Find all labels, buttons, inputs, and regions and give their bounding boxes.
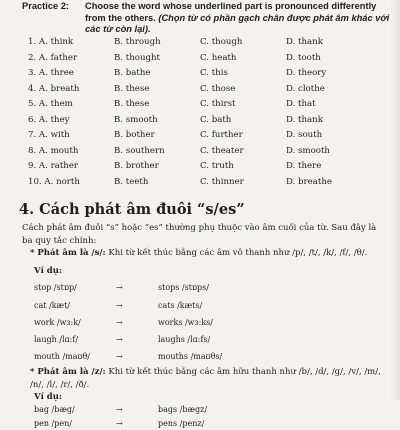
option-b: B. smooth (114, 114, 158, 125)
question-row (0, 35, 400, 50)
option-c: C. theater (200, 145, 244, 156)
example-label: Ví dụ: (34, 266, 63, 276)
question-row (0, 97, 400, 112)
example-plural: mouths /maʊθs/ (158, 352, 223, 361)
example-base: mouth /maʊθ/ (34, 352, 90, 361)
option-d: D. breathe (286, 176, 332, 187)
example-plural: stops /stɒps/ (158, 283, 209, 292)
example-base: cat /kæt/ (34, 301, 70, 310)
option-a: 4. A. breath (28, 83, 80, 94)
option-d: D. smooth (286, 145, 330, 156)
example-plural: pens /penz/ (158, 419, 205, 428)
example-row (34, 404, 334, 416)
arrow-icon: → (116, 283, 123, 292)
rule-s (30, 247, 388, 260)
option-c: C. though (200, 37, 243, 47)
option-d: D. tooth (286, 52, 321, 63)
section-intro: Cách phát âm đuôi “s” hoặc “es” thường phụ thuộc vào âm cuối của từ. Sau đây là ba quy tắc chính: (22, 223, 377, 246)
option-d: D. thank (286, 37, 323, 47)
scan-shadow (390, 0, 400, 400)
option-a: 2. A. father (28, 52, 78, 63)
example-plural: works /wɜ:ks/ (158, 318, 213, 327)
option-a: 9. A. rather (28, 161, 79, 171)
option-a: 1. A. think (28, 37, 74, 47)
rule-s-text: Khi từ kết thúc bằng các âm vô thanh như /p/, /t/, /k/, /f/, /θ/. (105, 248, 368, 258)
arrow-icon: → (116, 335, 123, 344)
option-a: 6. A. they (28, 114, 70, 125)
section-title: 4. Cách phát âm đuôi “s/es” (19, 201, 245, 218)
example-base: laugh /lɑ:f/ (34, 335, 79, 344)
option-c: C. heath (200, 52, 237, 63)
arrow-icon: → (116, 301, 123, 310)
example-row (34, 418, 334, 430)
practice-instruction (85, 1, 390, 36)
example-row (34, 334, 334, 346)
example-label: Ví dụ: (34, 392, 63, 402)
question-row (0, 144, 400, 159)
option-c: C. further (200, 130, 243, 140)
arrow-icon: → (116, 419, 123, 428)
option-a: 3. A. three (28, 68, 74, 78)
option-b: B. southern (114, 145, 165, 156)
arrow-icon: → (116, 352, 123, 361)
option-d: D. there (286, 161, 322, 171)
option-a: 7. A. with (28, 130, 70, 140)
option-b: B. thought (114, 52, 160, 63)
option-d: D. theory (286, 68, 327, 78)
arrow-icon: → (116, 405, 123, 414)
question-row (0, 51, 400, 66)
option-d: D. thank (286, 114, 323, 125)
instruction-vietnamese: (Chọn từ có phần gạch chân được phát âm khác với các từ còn lại). (85, 12, 390, 34)
example-plural: bags /bægz/ (158, 405, 208, 414)
question-row (0, 159, 400, 174)
option-c: C. thirst (200, 99, 236, 109)
practice-label: Practice 2: (22, 1, 70, 11)
option-b: B. bathe (114, 68, 151, 78)
option-b: B. through (114, 37, 161, 47)
option-c: C. truth (200, 161, 234, 171)
example-base: pen /pen/ (34, 419, 72, 428)
example-row (34, 317, 334, 329)
question-row (0, 113, 400, 128)
rule-z (30, 366, 388, 391)
question-row (0, 66, 400, 81)
option-c: C. bath (200, 114, 232, 125)
option-c: C. those (200, 83, 236, 94)
rule-z-text: Khi từ kết thúc bằng các âm hữu thanh như /b/, /d/, /g/, /v/, /m/, /n/, /l/, /r/, /ð/. (30, 367, 381, 390)
option-a: 5. A. them (28, 99, 73, 109)
option-a: 8. A. mouth (28, 145, 79, 156)
option-a: 10. A. north (28, 176, 80, 187)
example-base: bag /bæg/ (34, 405, 75, 414)
question-row (0, 82, 400, 97)
question-row (0, 128, 400, 143)
option-d: D. that (286, 99, 316, 109)
option-c: C. this (200, 68, 228, 78)
option-b: B. bother (114, 130, 155, 140)
example-row (34, 300, 334, 312)
question-row (0, 175, 400, 190)
option-d: D. south (286, 130, 323, 140)
arrow-icon: → (116, 318, 123, 327)
example-row (34, 351, 334, 363)
option-d: D. clothe (286, 83, 325, 94)
rule-z-lead: * Phát âm là /z/: (30, 367, 106, 377)
example-base: work /wɜ:k/ (34, 318, 81, 327)
option-b: B. these (114, 99, 150, 109)
example-row (34, 282, 334, 294)
example-base: stop /stɒp/ (34, 283, 77, 292)
instruction-english: Choose the word whose underlined part is pronounced differently from the others. (85, 1, 377, 23)
example-plural: laughs /lɑ:fs/ (158, 335, 211, 344)
option-b: B. teeth (114, 176, 149, 187)
option-b: B. brother (114, 161, 159, 171)
option-b: B. these (114, 83, 150, 94)
example-plural: cats /kæts/ (158, 301, 203, 310)
rule-s-lead: * Phát âm là /s/: (30, 248, 106, 258)
option-c: C. thinner (200, 176, 244, 187)
